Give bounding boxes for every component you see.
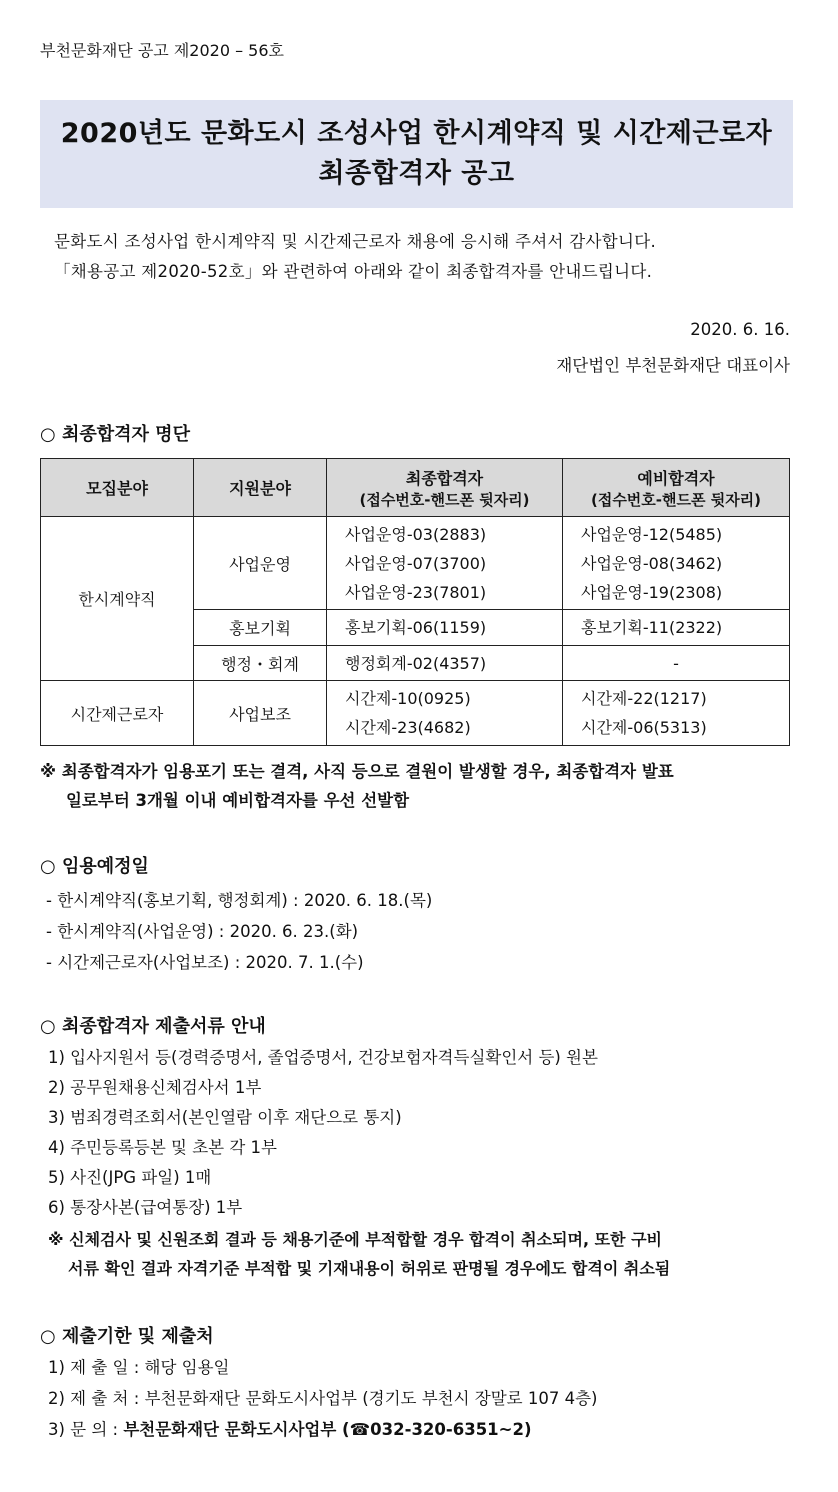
- appointment-item: - 한시계약직(사업운영) : 2020. 6. 23.(화): [46, 922, 359, 941]
- documents-heading: ○ 최종합격자 제출서류 안내: [40, 1016, 266, 1037]
- appointment-item: - 한시계약직(홍보기획, 행정회계) : 2020. 6. 18.(목): [46, 891, 433, 910]
- documents-note-line-1: ※ 신체검사 및 신원조회 결과 등 채용기준에 부적합할 경우 합격이 취소되며, 또한 구비: [48, 1230, 662, 1249]
- header-final-sub: (접수번호-핸드폰 뒷자리): [359, 490, 530, 509]
- field-cell: 사업보조: [194, 681, 327, 746]
- reserve-cell: [563, 646, 790, 681]
- table-row: [41, 681, 790, 746]
- reserve-entry: 시간제-22(1217): [581, 689, 707, 708]
- intro-line-2: 「채용공고 제2020-52호」와 관련하여 아래와 같이 최종합격자를 안내드립니다.: [54, 262, 653, 281]
- reserve-cell: [563, 681, 790, 746]
- issuer: 재단법인 부천문화재단 대표이사: [556, 356, 790, 375]
- final-entry: 사업운영-23(7801): [345, 582, 487, 602]
- appointment-item: - 시간제근로자(사업보조) : 2020. 7. 1.(수): [46, 953, 364, 972]
- notice-date: 2020. 6. 16.: [690, 320, 790, 339]
- group-contract: 한시계약직: [41, 517, 194, 681]
- final-cell: [327, 681, 563, 746]
- notice-number: 부천문화재단 공고 제2020 – 56호: [40, 41, 284, 60]
- header-apply: 지원분야: [194, 459, 327, 517]
- reserve-entry: 사업운영-19(2308): [581, 582, 723, 602]
- title-line-2: 최종합격자 공고: [318, 158, 515, 189]
- list-note-line-1: ※ 최종합격자가 임용포기 또는 결격, 사직 등으로 결원이 발생할 경우, 최종합격자 발표: [40, 762, 674, 781]
- contact-value: 부천문화재단 문화도시사업부 (☎032-320-6351~2): [123, 1420, 532, 1439]
- reserve-entry: 홍보기획-11(2322): [581, 618, 723, 637]
- header-reserve: [563, 459, 790, 517]
- submission-date: 1) 제 출 일 : 해당 임용일: [48, 1358, 230, 1377]
- title-line-1: 2020년도 문화도시 조성사업 한시계약직 및 시간제근로자: [60, 118, 773, 149]
- title-box: [40, 100, 793, 208]
- final-cell: [327, 646, 563, 681]
- final-entry: 사업운영-07(3700): [345, 553, 487, 573]
- reserve-entry: -: [673, 653, 679, 673]
- field-cell: 홍보기획: [194, 610, 327, 646]
- contact-label: 3) 문 의 :: [48, 1420, 124, 1439]
- document-item: 1) 입사지원서 등(경력증명서, 졸업증명서, 건강보험자격득실확인서 등) 원본: [48, 1048, 598, 1067]
- reserve-cell: [563, 517, 790, 610]
- document-item: 2) 공무원채용신체검사서 1부: [48, 1078, 262, 1097]
- header-reserve-sub: (접수번호-핸드폰 뒷자리): [590, 490, 762, 509]
- reserve-entry: 사업운영-08(3462): [581, 553, 723, 573]
- results-table: [40, 458, 790, 746]
- intro-line-1: 문화도시 조성사업 한시계약직 및 시간제근로자 채용에 응시해 주셔서 감사합니다.: [54, 232, 657, 251]
- submission-contact: [48, 1416, 532, 1440]
- field-cell: 행정・회계: [194, 646, 327, 681]
- field-cell: 사업운영: [194, 517, 327, 610]
- documents-note-line-2: 서류 확인 결과 자격기준 부적합 및 기재내용이 허위로 판명될 경우에도 합격이 취소됨: [68, 1259, 671, 1278]
- reserve-cell: [563, 610, 790, 646]
- document-item: 5) 사진(JPG 파일) 1매: [48, 1168, 212, 1187]
- group-parttime: 시간제근로자: [41, 681, 194, 746]
- submission-place: 2) 제 출 처 : 부천문화재단 문화도시사업부 (경기도 부천시 장말로 107 4층): [48, 1389, 598, 1408]
- final-entry: 시간제-10(0925): [345, 689, 471, 708]
- document-item: 4) 주민등록등본 및 초본 각 1부: [48, 1138, 277, 1157]
- final-cell: [327, 610, 563, 646]
- reserve-entry: 사업운영-12(5485): [581, 524, 723, 544]
- header-final-title: 최종합격자: [405, 468, 484, 488]
- final-cell: [327, 517, 563, 610]
- header-recruit: 모집분야: [41, 459, 194, 517]
- document-item: 6) 통장사본(급여통장) 1부: [48, 1198, 243, 1217]
- submission-heading: ○ 제출기한 및 제출처: [40, 1326, 214, 1347]
- reserve-entry: 시간제-06(5313): [581, 718, 707, 737]
- final-entry: 시간제-23(4682): [345, 718, 471, 737]
- document-item: 3) 범죄경력조회서(본인열람 이후 재단으로 통지): [48, 1108, 402, 1127]
- final-entry: 행정회계-02(4357): [345, 653, 487, 673]
- list-note-line-2: 일로부터 3개월 이내 예비합격자를 우선 선발함: [66, 791, 410, 810]
- header-final: [327, 459, 563, 517]
- final-entry: 홍보기획-06(1159): [345, 618, 487, 637]
- final-entry: 사업운영-03(2883): [345, 524, 487, 544]
- appointment-heading: ○ 임용예정일: [40, 856, 149, 877]
- list-heading: ○ 최종합격자 명단: [40, 424, 190, 445]
- table-row: [41, 517, 790, 610]
- table-header-row: [41, 459, 790, 517]
- header-reserve-title: 예비합격자: [637, 468, 715, 488]
